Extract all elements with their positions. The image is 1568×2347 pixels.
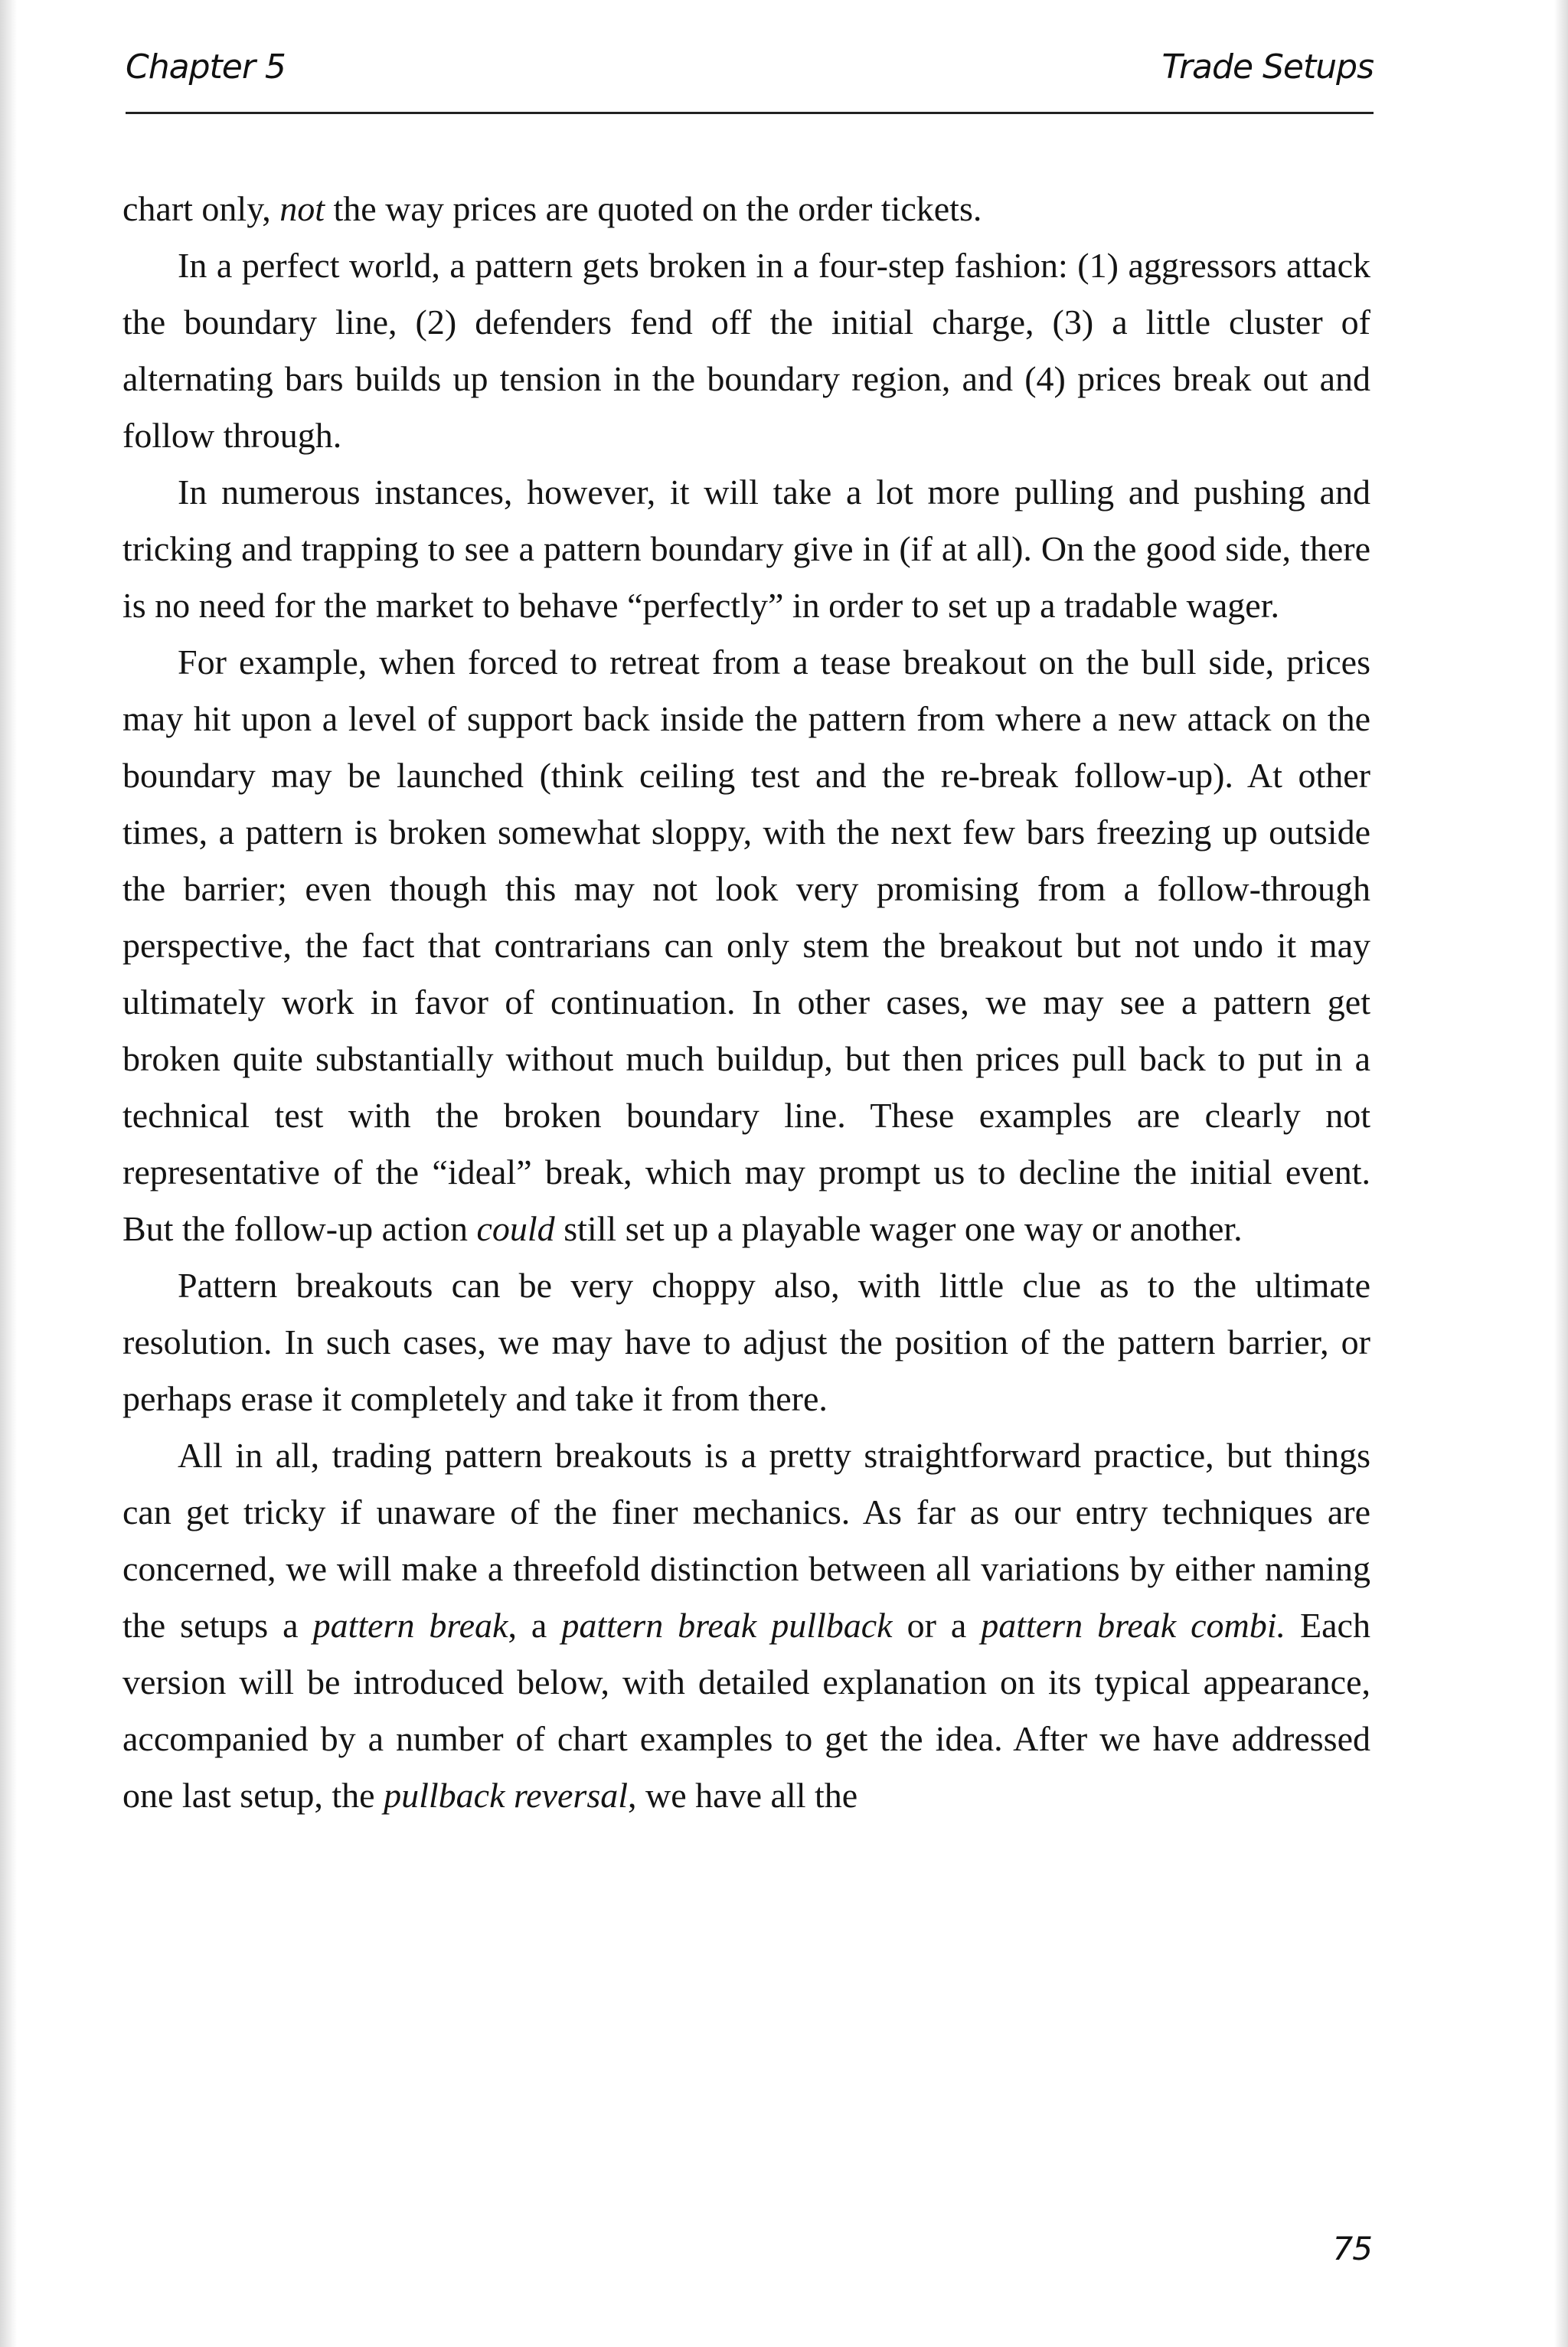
paragraph-1-text-a: chart only, bbox=[122, 189, 280, 228]
page-number: 75 bbox=[1332, 2230, 1372, 2267]
page-edge-shadow-right bbox=[1554, 0, 1568, 2347]
paragraph-6-emphasis-pattern-break-pullback: pattern break pullback bbox=[561, 1606, 893, 1645]
paragraph-1-emphasis: not bbox=[279, 189, 325, 228]
paragraph-6-emphasis-pullback-reversal: pullback reversal bbox=[384, 1776, 629, 1815]
paragraph-6-text-g: Each version will be introduced below, with detailed explanation on its typical appearance, accompanied by a number of chart examples to get the idea. After we have addressed one last setup, the bbox=[122, 1606, 1370, 1815]
page-edge-shadow-left bbox=[0, 0, 17, 2347]
paragraph-1-text-c: the way prices are quoted on the order tickets. bbox=[325, 189, 982, 228]
paragraph-6-emphasis-pattern-break: pattern break bbox=[312, 1606, 508, 1645]
paragraph-5: Pattern breakouts can be very choppy also, with little clue as to the ultimate resolution. In such cases, we may have to adjust the position of the pattern barrier, or perhaps erase it completely and take it from there. bbox=[122, 1266, 1370, 1418]
paragraph-4-text-a: For example, when forced to retreat from a tease breakout on the bull side, prices may hit upon a level of support back inside the pattern from where a new attack on the boundary may be launched (think ceiling test and the re-break follow-up). At other times, a pattern is broken somewhat sloppy, with the next few bars freezing up outside the barrier; even though this may not look very promising from a follow-through perspective, the fact that contrarians can only stem the breakout but not undo it may ultimately work in favor of continuation. In other cases, we may see a pattern get broken quite substantially without much buildup, but then prices pull back to put in a technical test with the broken boundary line. These examples are clearly not representative of the “ideal” break, which may prompt us to decline the initial event. But the follow-up action bbox=[122, 642, 1370, 1248]
paragraph-6 bbox=[122, 1427, 1370, 1824]
paragraph-2: In a perfect world, a pattern gets broken in a four-step fashion: (1) aggressors attack the boundary line, (2) defenders fend off the initial charge, (3) a little cluster of alternating bars builds up tension in the boundary region, and (4) prices break out and follow through. bbox=[122, 246, 1370, 455]
paragraph-4-text-c: still set up a playable wager one way or another. bbox=[554, 1209, 1243, 1248]
header-rule bbox=[126, 112, 1374, 114]
chapter-label: Chapter 5 bbox=[126, 47, 286, 87]
paragraph-6-text-e: or a bbox=[892, 1606, 982, 1645]
paragraph-6-text-i: , we have all the bbox=[628, 1776, 858, 1815]
paragraph-4 bbox=[122, 634, 1370, 1257]
paragraph-1 bbox=[122, 181, 1370, 237]
paragraph-6-text-a: All in all, trading pattern breakouts is a pretty straightforward practice, but things can get tricky if unaware of the finer mechanics. As far as our entry techniques are concerned, we will make a threefold distinction between all variations by either naming the setups a bbox=[122, 1436, 1370, 1645]
section-title: Trade Setups bbox=[1161, 47, 1374, 87]
paragraph-6-text-c: , a bbox=[508, 1606, 562, 1645]
paragraph-3: In numerous instances, however, it will take a lot more pulling and pushing and tricking and trapping to see a pattern boundary give in (if at all). On the good side, there is no need for the market to behave “perfectly” in order to set up a tradable wager. bbox=[122, 472, 1370, 625]
paragraph-6-emphasis-pattern-break-combi: pattern break combi. bbox=[981, 1606, 1286, 1645]
running-header bbox=[126, 47, 1374, 112]
body-text bbox=[122, 181, 1370, 1824]
paragraph-4-emphasis: could bbox=[476, 1209, 555, 1248]
